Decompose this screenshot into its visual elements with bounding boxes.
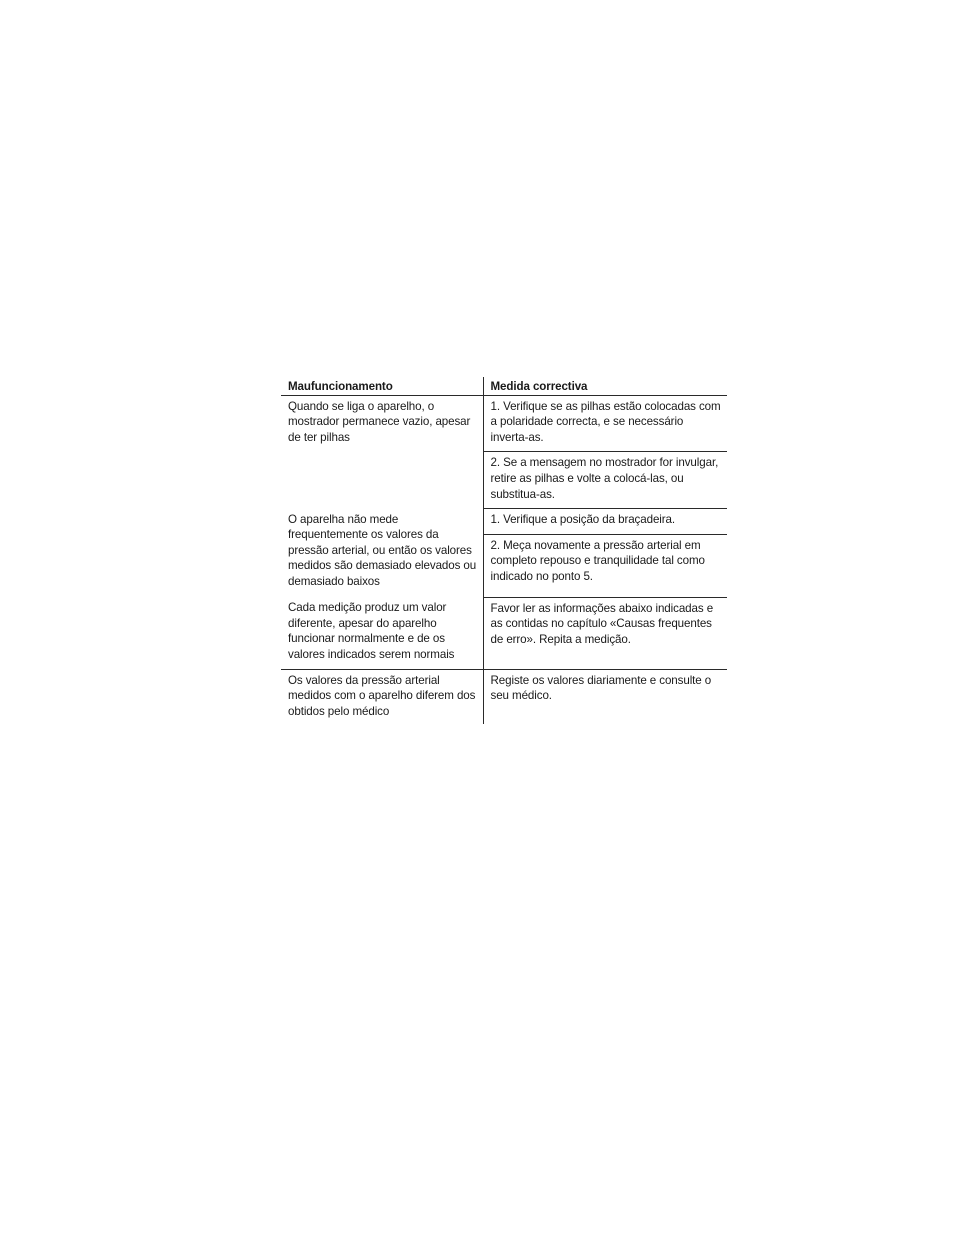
malfunction-cell: Cada medição produz um valor diferente, apesar do aparelho funcionar normalmente e de os valores indicados serem normais bbox=[281, 597, 483, 669]
corrective-action-cell: 2. Meça novamente a pressão arterial em completo repouso e tranquilidade tal como indicado no ponto 5. bbox=[483, 534, 727, 597]
troubleshooting-table bbox=[281, 377, 727, 724]
table-row bbox=[281, 395, 727, 452]
corrective-action-cell: 2. Se a mensagem no mostrador for invulgar, retire as pilhas e volte a colocá-las, ou substitua-as. bbox=[483, 452, 727, 509]
header-corrective-action: Medida correctiva bbox=[483, 377, 727, 395]
table-row bbox=[281, 597, 727, 669]
malfunction-cell: Os valores da pressão arterial medidos com o aparelho diferem dos obtidos pelo médico bbox=[281, 669, 483, 724]
corrective-action-cell: 1. Verifique a posição da braçadeira. bbox=[483, 509, 727, 535]
corrective-action-cell: Favor ler as informações abaixo indicadas e as contidas no capítulo «Causas frequentes de erro». Repita a medição. bbox=[483, 597, 727, 669]
corrective-action-cell: Registe os valores diariamente e consulte o seu médico. bbox=[490, 673, 712, 703]
table-row bbox=[281, 509, 727, 535]
malfunction-cell: O aparelha não mede frequentemente os valores da pressão arterial, ou então os valores medidos são demasiado elevados ou demasiado baixos bbox=[281, 509, 483, 598]
malfunction-cell: Quando se liga o aparelho, o mostrador permanece vazio, apesar de ter pilhas bbox=[281, 395, 483, 509]
header-malfunction: Maufuncionamento bbox=[281, 377, 483, 395]
corrective-action-cell: 1. Verifique se as pilhas estão colocadas com a polaridade correcta, e se necessário inverta-as. bbox=[483, 395, 727, 452]
table-row bbox=[281, 669, 727, 724]
table-header-row bbox=[281, 377, 727, 395]
